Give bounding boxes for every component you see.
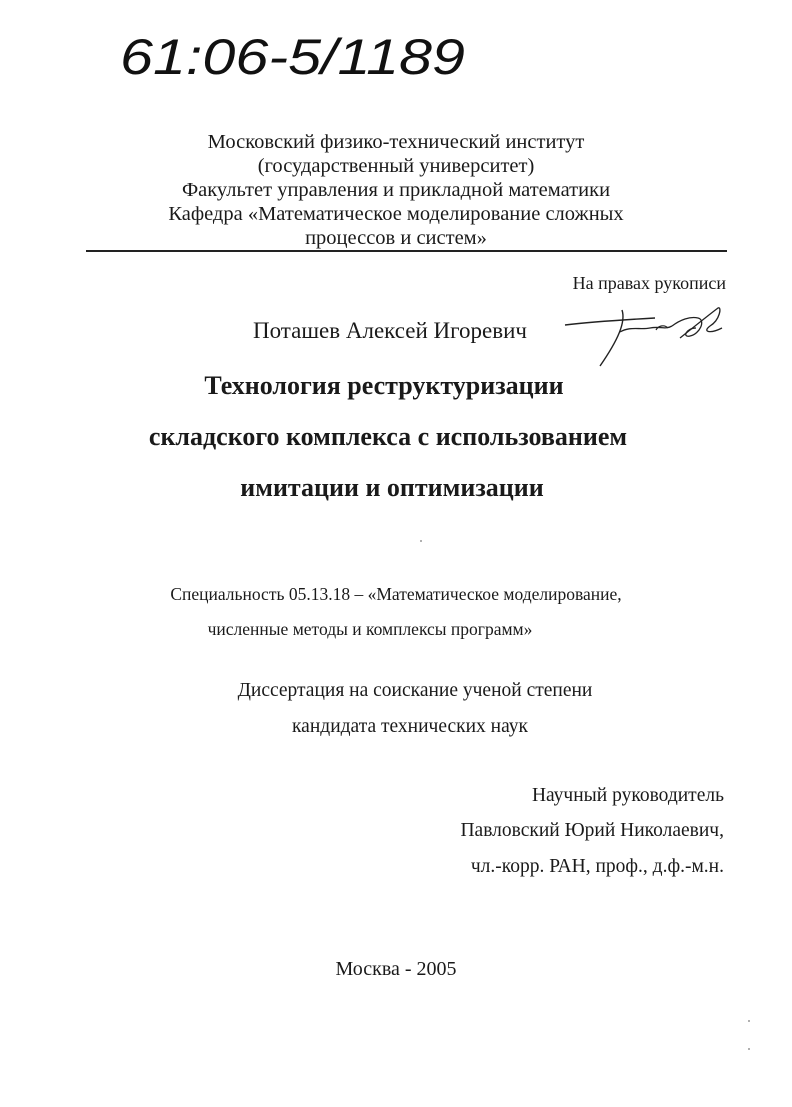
degree-line-2: кандидата технических наук [292, 716, 528, 737]
supervisor-titles: чл.-корр. РАН, проф., д.ф.-м.н. [470, 856, 724, 877]
institution-line-3: Факультет управления и прикладной математики [181, 179, 611, 201]
archive-number-handwriting [120, 18, 520, 88]
city-year [0, 958, 792, 980]
archive-number-text: 61:06-5/1189 [120, 29, 465, 85]
author-name: Поташев Алексей Игоревич [253, 318, 527, 343]
institution-line-2: (государственный университет) [257, 155, 535, 177]
institution-line-4: Кафедра «Математическое моделирование сложных [168, 203, 624, 225]
scan-speck [748, 1020, 750, 1022]
specialty [0, 584, 792, 604]
manuscript-note: На правах рукописи [572, 273, 726, 293]
signature-drawing [560, 300, 730, 370]
header-divider [86, 250, 727, 252]
dissertation-title [0, 373, 792, 399]
institution-header [0, 130, 792, 250]
specialty-line-2: численные методы и комплексы программ» [207, 619, 533, 639]
supervisor-label: Научный руководитель [531, 785, 724, 806]
city-year-text: Москва - 2005 [335, 958, 457, 980]
institution-line-1: Московский физико-технический институт [207, 131, 585, 153]
degree-statement [0, 680, 792, 702]
author-signature [560, 300, 730, 370]
title-line-1: Технология реструктуризации [204, 371, 564, 400]
scan-speck [748, 1048, 750, 1050]
supervisor-name: Павловский Юрий Николаевич, [460, 820, 724, 841]
title-line-3: имитации и оптимизации [240, 473, 544, 502]
dissertation-title-end [0, 475, 792, 501]
specialty-cont [0, 619, 792, 639]
archive-number [120, 18, 520, 88]
title-line-2: складского комплекса с использованием [148, 422, 628, 451]
dissertation-title-cont [0, 424, 792, 450]
degree-statement-cont [0, 716, 792, 738]
scan-speck [420, 540, 422, 542]
degree-line-1: Диссертация на соискание ученой степени [237, 680, 593, 701]
specialty-line-1: Специальность 05.13.18 – «Математическое моделирование, [170, 584, 622, 604]
institution-line-5: процессов и систем» [305, 227, 487, 249]
